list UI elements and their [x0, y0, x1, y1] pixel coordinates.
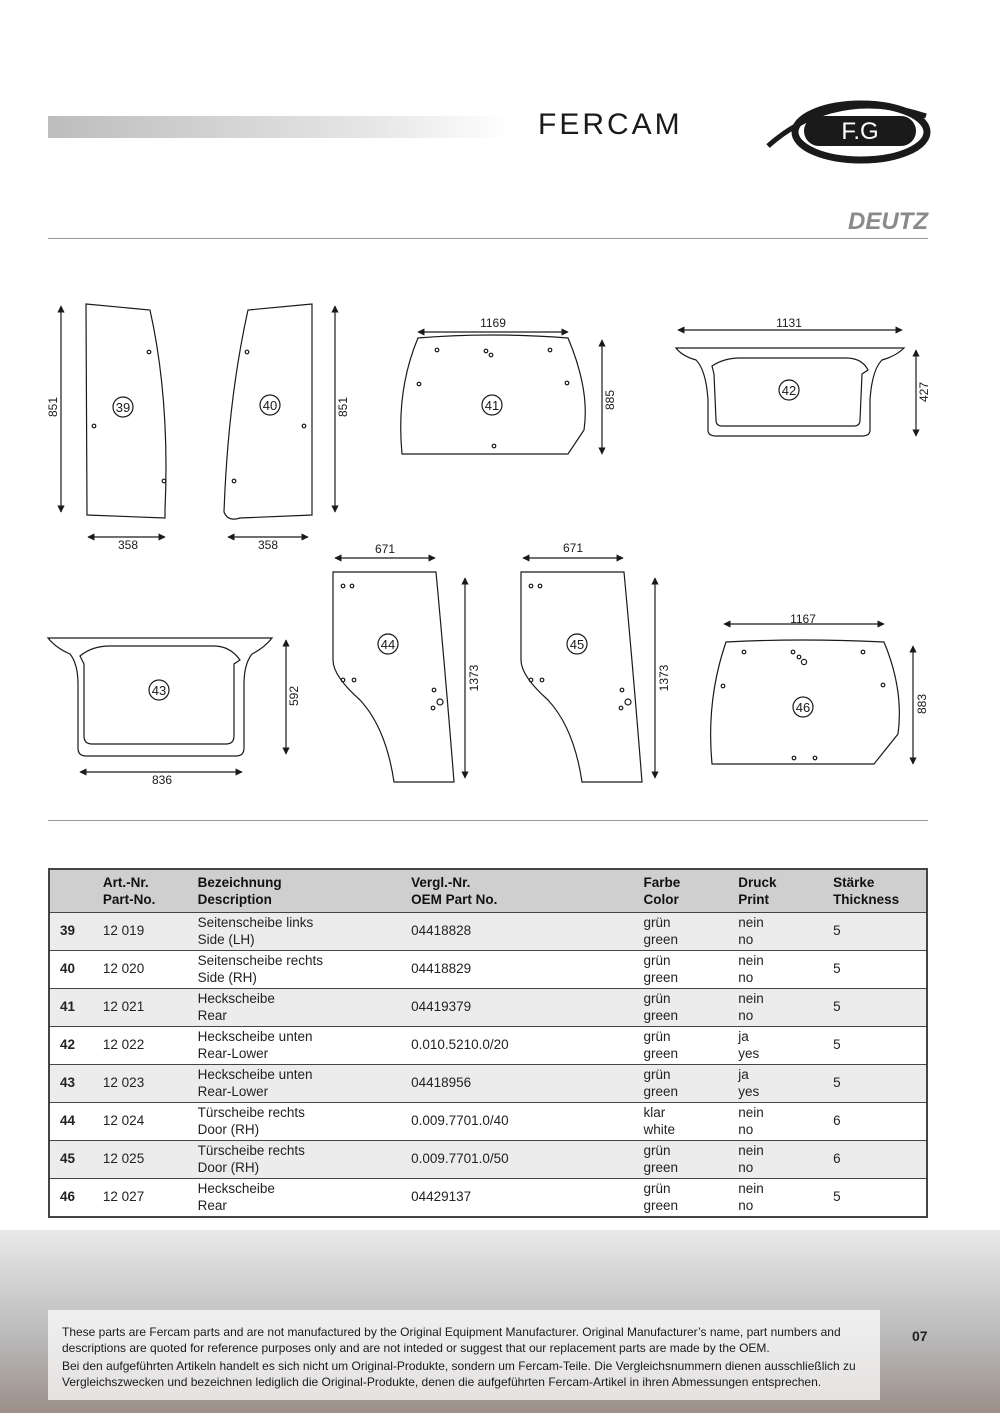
- header-no: [49, 869, 99, 913]
- row-no: 46: [60, 1189, 76, 1205]
- row-part: 12 023: [102, 1075, 145, 1091]
- row-no: 42: [60, 1037, 76, 1053]
- dim-39-height: 851: [46, 396, 60, 418]
- table-row: [49, 1103, 927, 1141]
- dim-41-height: 885: [603, 389, 617, 411]
- row-no: 41: [60, 999, 76, 1015]
- row-color: grün green: [643, 1181, 679, 1213]
- dim-43-width: 836: [151, 773, 173, 787]
- header-description: Bezeichnung Description: [197, 875, 282, 907]
- row-oem: 0.010.5210.0/20: [411, 1037, 509, 1053]
- row-desc: Seitenscheibe rechts Side (RH): [197, 953, 323, 985]
- row-print: nein no: [738, 1143, 764, 1175]
- row-print: nein no: [738, 953, 764, 985]
- drawing-40: [224, 304, 350, 552]
- header-divider: [48, 238, 928, 239]
- row-no: 40: [60, 961, 76, 977]
- dim-39-width: 358: [117, 538, 139, 552]
- dim-46-height: 883: [915, 693, 929, 715]
- logo-text: FERCAM: [538, 108, 683, 141]
- row-part: 12 019: [102, 923, 145, 939]
- table-row: [49, 1065, 927, 1103]
- row-thickness: 6: [833, 1113, 841, 1129]
- row-color: grün green: [643, 953, 679, 985]
- parts-table: [48, 868, 928, 1218]
- dim-46-width: 1167: [790, 612, 816, 626]
- row-color: grün green: [643, 991, 679, 1023]
- row-part: 12 021: [102, 999, 145, 1015]
- row-part: 12 024: [102, 1113, 145, 1129]
- brand-title: DEUTZ: [848, 208, 928, 235]
- header-color: Farbe Color: [643, 875, 681, 907]
- row-print: ja yes: [738, 1029, 760, 1061]
- row-thickness: 5: [833, 1189, 841, 1205]
- drawing-39: [46, 304, 166, 552]
- row-desc: Heckscheibe unten Rear-Lower: [197, 1067, 313, 1099]
- label-40: 40: [262, 398, 278, 413]
- glass-drawings: [0, 260, 1000, 800]
- disclaimer-de: Bei den aufgeführten Artikeln handelt es sich nicht um Original-Produkte, sondern um Fercam-Teile. Die Vergleichsnummern dienen ausschließlich zu Vergleichszwecken und bezeichnen lediglich die Original-Produkte, denen die aufgeführten Fercam-Artikel in ihren Abmessungen entsprechen.: [62, 1359, 856, 1389]
- dim-45-width: 671: [562, 541, 584, 555]
- table-row: [49, 1179, 927, 1218]
- dim-45-height: 1373: [657, 664, 671, 692]
- row-part: 12 025: [102, 1151, 145, 1167]
- row-color: grün green: [643, 1143, 679, 1175]
- row-oem: 04429137: [411, 1189, 472, 1205]
- label-46: 46: [795, 700, 811, 715]
- row-thickness: 5: [833, 923, 841, 939]
- row-color: grün green: [643, 1029, 679, 1061]
- row-print: ja yes: [738, 1067, 760, 1099]
- disclaimer: [62, 1324, 874, 1392]
- row-desc: Türscheibe rechts Door (RH): [197, 1143, 305, 1175]
- dim-40-height: 851: [336, 396, 350, 418]
- row-color: klar white: [643, 1105, 676, 1137]
- dim-42-width: 1131: [776, 316, 802, 330]
- disclaimer-en: These parts are Fercam parts and are not manufactured by the Original Equipment Manufacturer. Original Manufacturer’s name, part numbers and descriptions are quoted for reference purposes only and are not inteded or suggest that our replacement parts are made by the OEM.: [62, 1325, 841, 1355]
- label-43: 43: [151, 683, 167, 698]
- header-part-no: Art.-Nr. Part-No.: [102, 875, 156, 907]
- drawing-42: [676, 316, 931, 436]
- label-44: 44: [380, 637, 396, 652]
- table-row: [49, 913, 927, 951]
- row-no: 39: [60, 923, 76, 939]
- row-no: 45: [60, 1151, 76, 1167]
- header-gradient-bar: [48, 116, 510, 138]
- row-desc: Heckscheibe Rear: [197, 991, 275, 1023]
- row-desc: Seitenscheibe links Side (LH): [197, 915, 314, 947]
- row-thickness: 6: [833, 1151, 841, 1167]
- page-number: 07: [912, 1328, 928, 1344]
- dim-40-width: 358: [257, 538, 279, 552]
- header-thickness: Stärke Thickness: [833, 875, 900, 907]
- row-thickness: 5: [833, 961, 841, 977]
- header-oem: Vergl.-Nr. OEM Part No.: [411, 875, 498, 907]
- fercam-logo: [536, 96, 936, 166]
- label-41: 41: [484, 398, 500, 413]
- row-oem: 04418956: [411, 1075, 472, 1091]
- dim-43-height: 592: [287, 685, 301, 707]
- row-oem: 04418828: [411, 923, 472, 939]
- row-print: nein no: [738, 991, 764, 1023]
- label-39: 39: [115, 400, 131, 415]
- drawing-41: [401, 316, 617, 454]
- row-part: 12 020: [102, 961, 145, 977]
- dim-41-width: 1169: [480, 316, 506, 330]
- row-color: grün green: [643, 915, 679, 947]
- row-no: 44: [60, 1113, 76, 1129]
- row-oem: 0.009.7701.0/50: [411, 1151, 509, 1167]
- row-oem: 04418829: [411, 961, 472, 977]
- drawings-divider: [48, 820, 928, 821]
- row-desc: Heckscheibe Rear: [197, 1181, 275, 1213]
- row-no: 43: [60, 1075, 76, 1091]
- row-oem: 0.009.7701.0/40: [411, 1113, 509, 1129]
- row-part: 12 027: [102, 1189, 145, 1205]
- logo-badge: F.G: [841, 118, 879, 145]
- row-thickness: 5: [833, 1075, 841, 1091]
- drawing-46: [711, 612, 929, 764]
- table-row: [49, 1141, 927, 1179]
- header-print: Druck Print: [738, 875, 777, 907]
- label-42: 42: [781, 383, 797, 398]
- table-row: [49, 1027, 927, 1065]
- dim-42-height: 427: [917, 381, 931, 403]
- table-header-row: [49, 869, 927, 913]
- drawing-45: [521, 541, 671, 782]
- row-thickness: 5: [833, 999, 841, 1015]
- row-desc: Heckscheibe unten Rear-Lower: [197, 1029, 313, 1061]
- row-desc: Türscheibe rechts Door (RH): [197, 1105, 305, 1137]
- row-color: grün green: [643, 1067, 679, 1099]
- table-row: [49, 989, 927, 1027]
- row-part: 12 022: [102, 1037, 145, 1053]
- table-row: [49, 951, 927, 989]
- dim-44-width: 671: [374, 542, 396, 556]
- row-print: nein no: [738, 1105, 764, 1137]
- row-thickness: 5: [833, 1037, 841, 1053]
- dim-44-height: 1373: [467, 664, 481, 692]
- drawing-44: [333, 542, 481, 782]
- label-45: 45: [569, 637, 585, 652]
- row-print: nein no: [738, 915, 764, 947]
- row-oem: 04419379: [411, 999, 472, 1015]
- drawing-43: [48, 638, 301, 787]
- row-print: nein no: [738, 1181, 764, 1213]
